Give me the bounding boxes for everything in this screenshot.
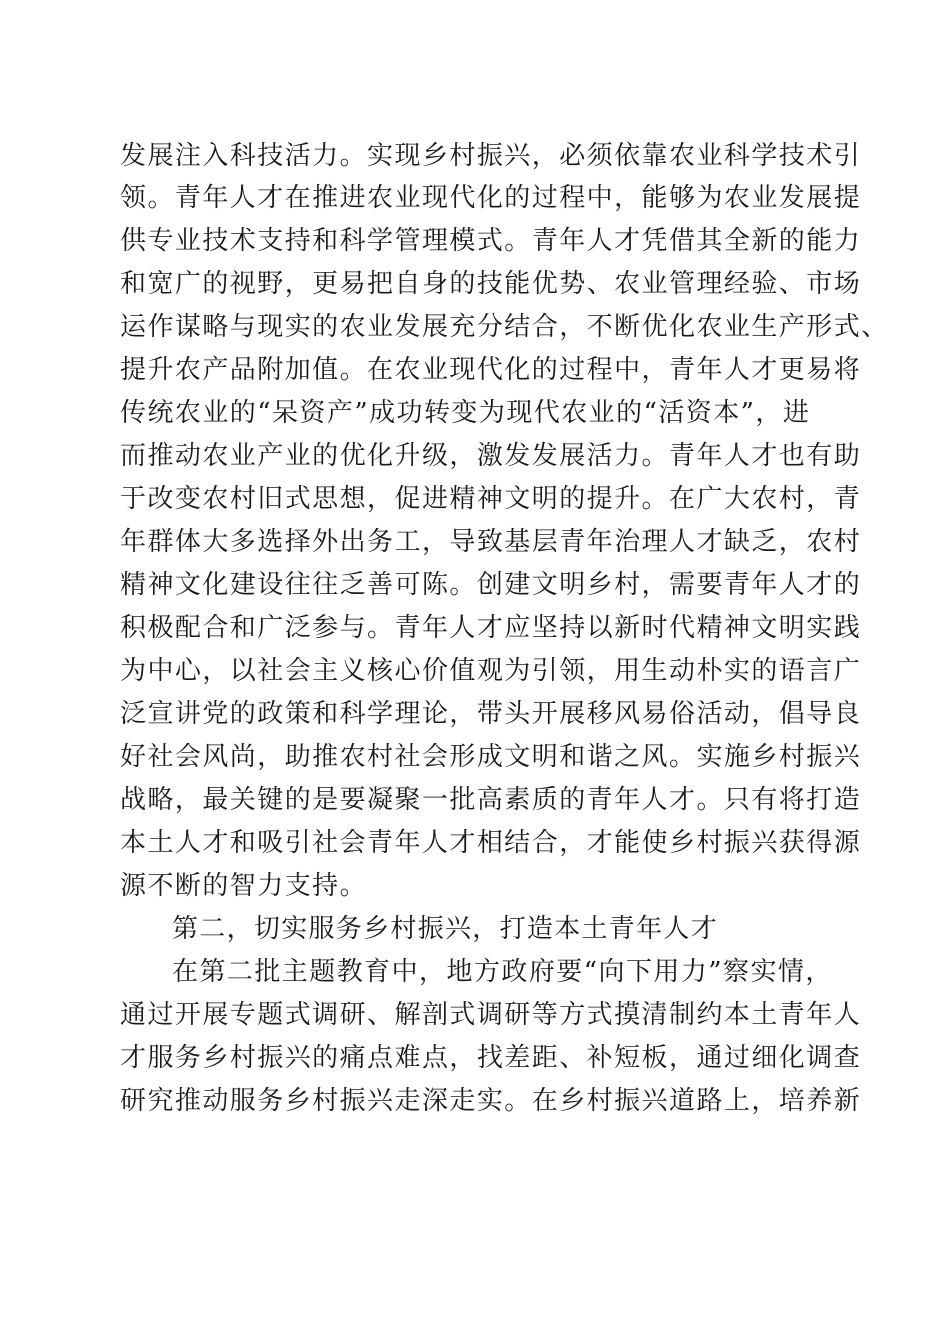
text-line: 传统农业的“呆资产”成功转变为现代农业的“活资本”，进 — [120, 398, 811, 428]
section-heading: 第二，切实服务乡村振兴，打造本土青年人才 — [172, 914, 719, 944]
text-line: 战略，最关键的是要凝聚一批高素质的青年人才。只有将打造 — [120, 785, 862, 815]
text-line: 供专业技术支持和科学管理模式。青年人才凭借其全新的能力 — [120, 226, 862, 256]
text-line: 泛宣讲党的政策和科学理论，带头开展移风易俗活动，倡导良 — [120, 699, 862, 729]
text-line: 好社会风尚，助推农村社会形成文明和谐之风。实施乡村振兴 — [120, 742, 862, 772]
text-line: 而推动农业产业的优化升级，激发发展活力。青年人才也有助 — [120, 441, 862, 471]
text-line: 在第二批主题教育中，地方政府要“向下用力”察实情， — [172, 957, 833, 987]
text-line: 发展注入科技活力。实现乡村振兴，必须依靠农业科学技术引 — [120, 141, 862, 171]
text-line: 本土人才和吸引社会青年人才相结合，才能使乡村振兴获得源 — [120, 828, 862, 858]
text-line: 和宽广的视野，更易把自身的技能优势、农业管理经验、市场 — [120, 269, 862, 299]
text-line: 积极配合和广泛参与。青年人才应坚持以新时代精神文明实践 — [120, 613, 862, 643]
text-line: 于改变农村旧式思想，促进精神文明的提升。在广大农村，青 — [120, 484, 862, 514]
text-line: 年群体大多选择外出务工，导致基层青年治理人才缺乏，农村 — [120, 527, 862, 557]
text-line: 研究推动服务乡村振兴走深走实。在乡村振兴道路上，培养新 — [120, 1086, 862, 1116]
text-line: 源不断的智力支持。 — [120, 871, 368, 901]
text-line: 运作谋略与现实的农业发展充分结合，不断优化农业生产形式、 — [120, 312, 889, 342]
text-line: 通过开展专题式调研、解剖式调研等方式摸清制约本土青年人 — [120, 1000, 862, 1030]
text-line: 精神文化建设往往乏善可陈。创建文明乡村，需要青年人才的 — [120, 570, 862, 600]
text-line: 提升农产品附加值。在农业现代化的过程中，青年人才更易将 — [120, 355, 862, 385]
text-line: 领。青年人才在推进农业现代化的过程中，能够为农业发展提 — [120, 183, 862, 213]
text-line: 为中心，以社会主义核心价值观为引领，用生动朴实的语言广 — [120, 656, 862, 686]
text-line: 才服务乡村振兴的痛点难点，找差距、补短板，通过细化调查 — [120, 1043, 862, 1073]
